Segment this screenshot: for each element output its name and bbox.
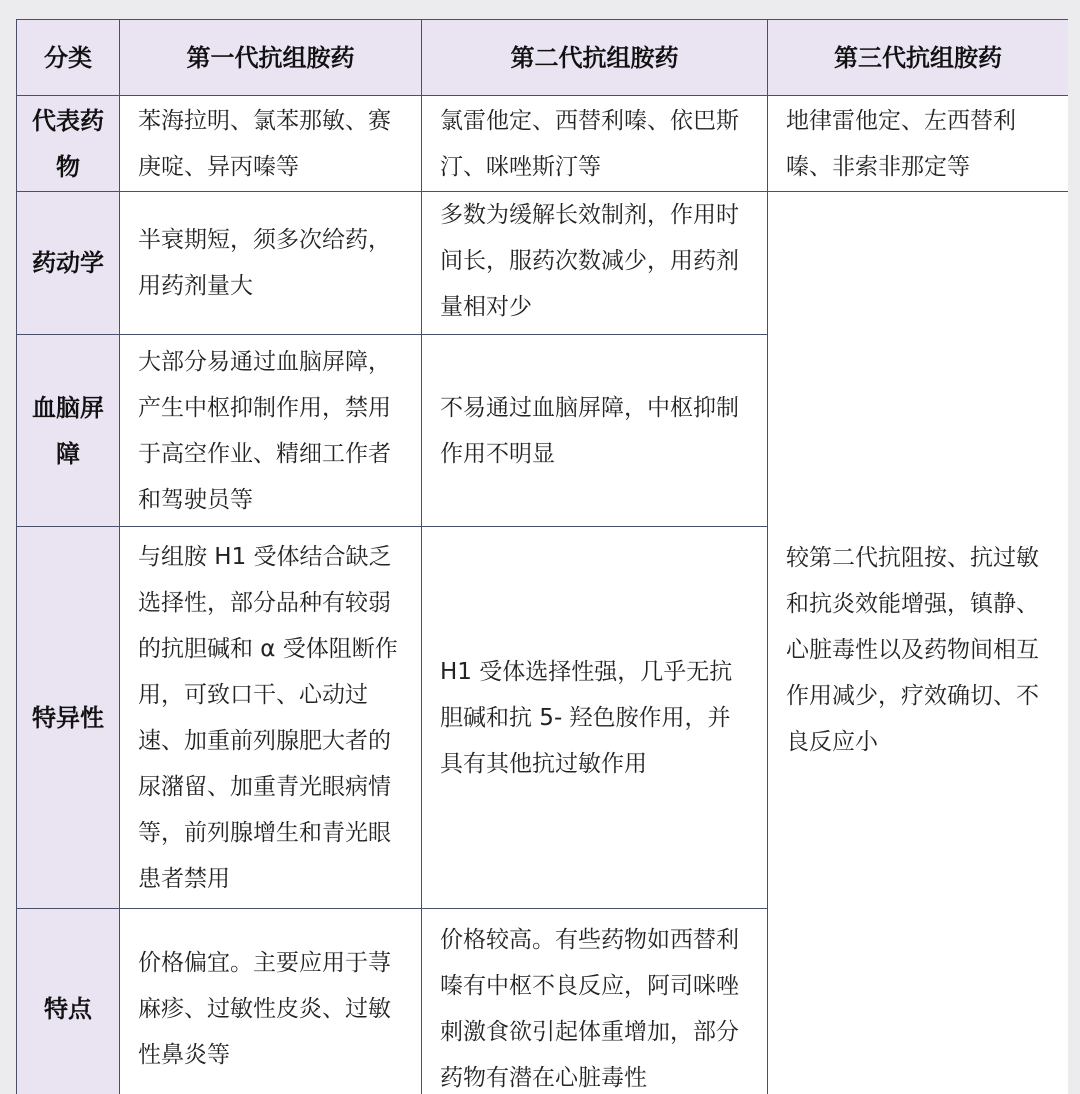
- table-row-pharmacokinetics: [17, 192, 1069, 335]
- header-third-generation: 第三代抗组胺药: [768, 20, 1069, 96]
- header-row: [17, 20, 1069, 96]
- category-specificity: 特异性: [17, 527, 120, 909]
- drug-comparison-table-container: [16, 19, 1068, 1094]
- category-pharmacokinetics: 药动学: [17, 192, 120, 335]
- header-first-generation: 第一代抗组胺药: [120, 20, 422, 96]
- header-second-generation: 第二代抗组胺药: [422, 20, 768, 96]
- cell-gen2-representative-drugs: 氯雷他定、西替利嗪、依巴斯汀、咪唑斯汀等: [422, 96, 768, 192]
- cell-gen2-specificity: H1 受体选择性强，几乎无抗胆碱和抗 5- 羟色胺作用，并具有其他抗过敏作用: [422, 527, 768, 909]
- antihistamine-comparison-table: [16, 19, 1068, 1094]
- cell-gen2-pharmacokinetics: 多数为缓解长效制剂，作用时间长，服药次数减少，用药剂量相对少: [422, 192, 768, 335]
- cell-gen2-characteristics: 价格较高。有些药物如西替利嗪有中枢不良反应，阿司咪唑刺激食欲引起体重增加，部分药物有潜在心脏毒性: [422, 909, 768, 1094]
- cell-gen3-merged-description: 较第二代抗阻按、抗过敏和抗炎效能增强，镇静、心脏毒性以及药物间相互作用减少，疗效确切、不良反应小: [768, 192, 1069, 1094]
- cell-gen1-specificity: 与组胺 H1 受体结合缺乏选择性，部分品种有较弱的抗胆碱和 α 受体阻断作用，可致口干、心动过速、加重前列腺肥大者的尿潴留、加重青光眼病情等，前列腺增生和青光眼患者禁用: [120, 527, 422, 909]
- category-characteristics: 特点: [17, 909, 120, 1094]
- category-blood-brain-barrier: 血脑屏障: [17, 335, 120, 527]
- cell-gen1-representative-drugs: 苯海拉明、氯苯那敏、赛庚啶、异丙嗪等: [120, 96, 422, 192]
- cell-gen1-pharmacokinetics: 半衰期短，须多次给药，用药剂量大: [120, 192, 422, 335]
- category-representative-drugs: 代表药物: [17, 96, 120, 192]
- cell-gen1-blood-brain-barrier: 大部分易通过血脑屏障，产生中枢抑制作用，禁用于高空作业、精细工作者和驾驶员等: [120, 335, 422, 527]
- cell-gen1-characteristics: 价格偏宜。主要应用于荨麻疹、过敏性皮炎、过敏性鼻炎等: [120, 909, 422, 1094]
- table-row-representative-drugs: [17, 96, 1069, 192]
- cell-gen3-representative-drugs: 地律雷他定、左西替利嗪、非索非那定等: [768, 96, 1069, 192]
- header-category: 分类: [17, 20, 120, 96]
- cell-gen2-blood-brain-barrier: 不易通过血脑屏障，中枢抑制作用不明显: [422, 335, 768, 527]
